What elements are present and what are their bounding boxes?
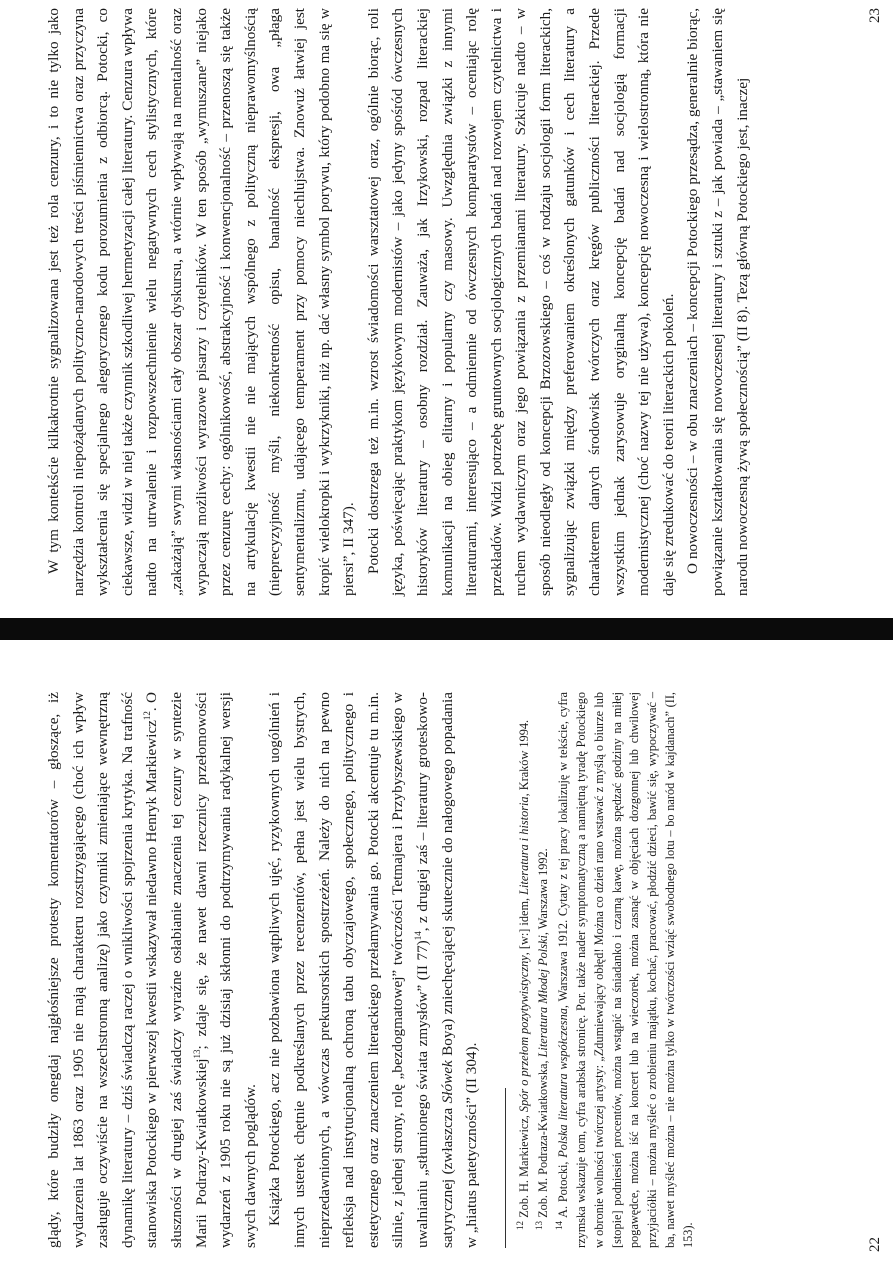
footnote: $^{13}$ Zob. M. Podraza-Kwiatkowska, Literatura Młodej Polski, Warszawa 1992. bbox=[534, 848, 551, 1230]
footnote-ref: 13 bbox=[191, 1049, 202, 1059]
footnote-ref: 14 bbox=[412, 931, 423, 941]
page-23-body bbox=[42, 8, 755, 596]
paragraph: W tym kontekście kilkakrotnie sygnalizowana jest też rola cenzury, i to nie tylko jako narzędzia kontroli niepożądanych polityczno-narodowych treści piśmiennictwa oraz przyczyna wykształcenia się specjalnego alegorycznego kodu porozumienia z odbiorcą. Potocki, co ciekawsze, widzi w niej także czynnik szkodliwej hermetyzacji całej literatury. Cenzura wpływa nadto na utrwalenie i rozpowszechnienie wielu negatywnych cech stylistycznych, które „zakażają” swymi własnościami cały obszar dyskursu, a wtórnie wpływają na mentalność oraz wypaczają możliwości wyrazowe pisarzy i czytelników. W ten sposób „wymuszane” niejako przez cenzurę cechy: ogólnikowość, abstrakcyjność i konwencjonalność – przenoszą się także na artykulację kwestii nie nie mających wspólnego z polityczną nieprawomyślnością (nieprecyzyjność myśli, niekonkretność opisu, banalność ekspresji, owa „płaga sentymentalizmu, udającego temperament przy pomocy niechlujstwa. Znowuż łatwiej jest kropić wielokropki i wykrzykniki, niż np. dać własny symbol porywu, który podobno ma się w piersi”, II 347). bbox=[45, 8, 358, 596]
paragraph: Potocki dostrzega też m.in. wzrost świadomości warsztatowej oraz, ogólnie biorąc, roli języka, poświęcając praktykom językowym modernistów – jako jedyny spośród ówczesnych historyków literatury – osobny rozdział. Zauważa, jak Irzykowski, rozpad literackiej komunikacji na obieg elitarny i popularny czy masowy. Uwzględnia związki z innymi literaturami, interesująco – a odmiennie od ówczesnych komparatystów – oceniając rolę przekładów. Widzi potrzebę gruntownych socjologicznych badań nad rozwojem czytelnictwa i ruchem wydawniczym oraz jego powiązania z przemianami literatury. Szkicuje nadto – w sposób nieodległy od koncepcji Brzozowskiego – coś w rodzaju socjologii form literackich, sygnalizując związki między preferowaniem określonych gatunków i cech literatury a charakterem danych środowisk twórczych oraz kręgów publiczności literackiej. Przede wszystkim jednak zarysowuje oryginalną koncepcję badań nad socjologią formacji modernistycznej (choć nazwy tej nie używa), koncepcję nowoczesną i wielostronną, która nie daje się zredukować do teorii literackich pokoleń. bbox=[364, 8, 677, 596]
paragraph: Książka Potockiego, acz nie pozbawiona wątpliwych ujęć, ryzykownych uogólnień i innych usterek chętnie podkreślanych przez recenzentów, pełna jest wielu bystrych, nieprzedawnionych, a wówczas prekursorskich spostrzeżeń. Należy do nich na pewno refleksja nad instytucjonalną ochroną tabu obyczajowego, społecznego, politycznego i estetycznego oraz znaczeniem literackiego przełamywania go. Potocki akcentuje tu m.in. silnie, z jednej strony, rolę „bezdogmatowej” twórczości Tetmajera i Przybyszewskiego w uwalnianiu „stłumionego świata zmysłów” (II 77)$^{14}$, z drugiej zaś – literatury groteskowo-satyrycznej (zwłaszcza Słówek Boya) zniechęcającej skutecznie do nałogowego popadania w „hiatus patetyczności” (II 304). bbox=[266, 692, 481, 1248]
page-22-body bbox=[42, 692, 485, 1248]
page-number: 22 bbox=[867, 1237, 883, 1252]
footnote-ref: 12 bbox=[142, 711, 153, 721]
page-22-content bbox=[42, 692, 700, 1248]
paragraph: glądy, które budziły onegdaj najgłośniejsze protesty komentatorów – głoszące, iż wydarzenia lat 1863 oraz 1905 nie mają charakteru rozstrzygającego (choć ich wpływ zasługuje oczywiście na wszechstronną analizę) jako czynniki zmieniające wewnętrzną dynamikę literatury – dziś świadczą raczej o wnikliwości spojrzenia krytyka. Na trafność stanowiska Potockiego w pierwszej kwestii wskazywał niedawno Henryk Markiewicz$^{12}$. O słuszności w drugiej zaś świadczy wyraźne osłabianie znaczenia tej cezury w syntezie Marii Podrazy-Kwiatkowskiej$^{13}$; zdaje się, że nawet dawni rzecznicy przełomowości wydarzeń z 1905 roku nie są już dzisiaj skłonni do podtrzymywania radykalnej wersji swych dawnych poglądów. bbox=[45, 691, 259, 1248]
footnote: $^{12}$ Zob. H. Markiewicz, Spór o przełom pozytywistyczny, [w:] idem, Literatura i historia, Kraków 1994. bbox=[514, 719, 531, 1230]
footnotes bbox=[516, 692, 698, 1248]
page-22 bbox=[38, 652, 883, 1252]
footnote-divider bbox=[505, 1088, 506, 1248]
page-number: 23 bbox=[867, 8, 883, 23]
paragraph: O nowoczesności – w obu znaczeniach – koncepcji Potockiego przesądza, generalnie biorąc, powiązanie kształtowania się nowoczesnej literatury i sztuki z – jak powiada – „stawaniem się narodu nowoczesną żywą społecznością” (II 8). Tezą główną Potockiego jest, inaczej bbox=[684, 8, 751, 596]
page-23 bbox=[38, 4, 883, 604]
book-spine-gutter bbox=[0, 618, 893, 640]
footnote: $^{14}$ A. Potocki, Polska literatura współczesna, Warszawa 1912. Cytaty z tej pracy lokalizuję w tekście, cyfra rzymska wskazuje tom, cyfra arabska stronicę. Por. także nader symptomatyczną a namiętną tyradę Potockiego w obronie wolności twórczej artysty: „Zdumiewający obłęd! Można co dzień rano wstawać z myślą o biurze lub [stopie] podniesień procentów, można wstąpić na śniadanko i czarną kawę, można spędzać godziny na miłej pogawędce, można iść na koncert lub na wieczorek, można zasnąć w objęciach dozgonnej lub chwilowej przyjaciółki – można myśleć o zrobieniu majątku, kochać, pracować, płodzić dzieci, bawić się, wypoczywać – ba, nawet myśleć można – nie można tylko w twórczości wziąć swobodnego lotu – bo naród w kajdanach” (II, 153). bbox=[554, 692, 695, 1248]
